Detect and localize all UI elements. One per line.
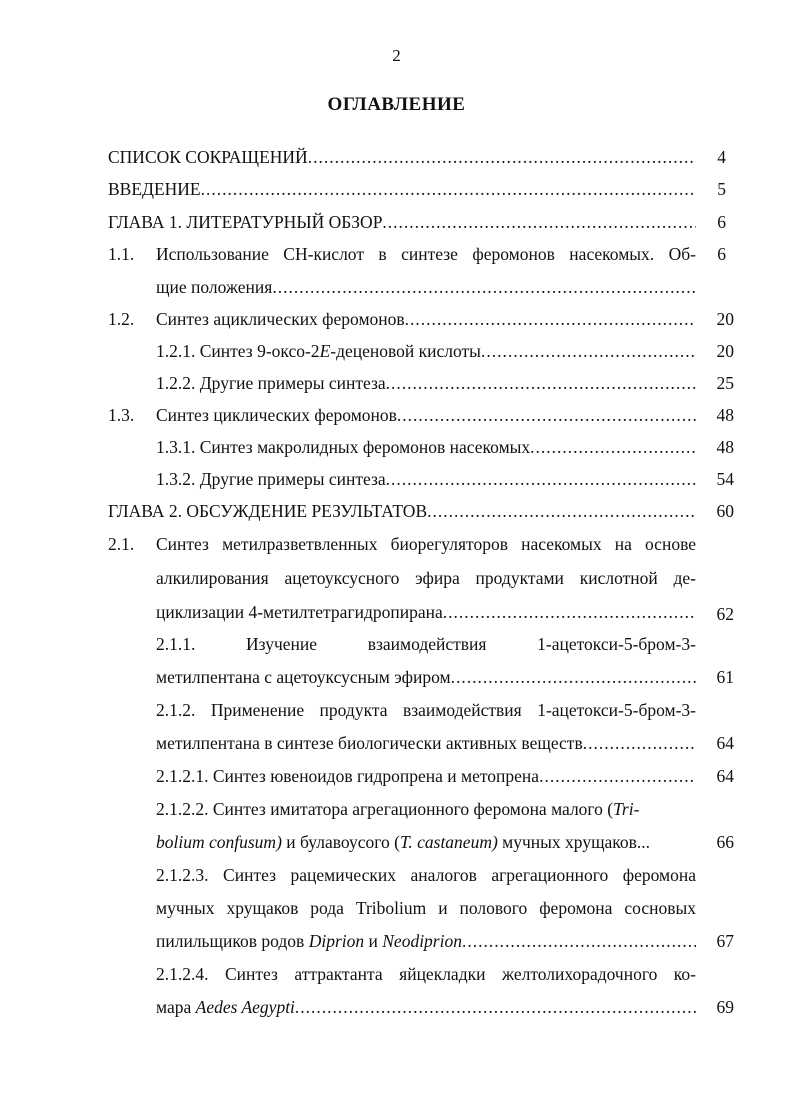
toc-entry-2-1-2-2-line2[interactable]: [156, 831, 696, 853]
entry-page: 20: [716, 309, 734, 329]
toc-entry-1-2-2[interactable]: [156, 372, 696, 394]
entry-text: Изучение: [246, 634, 318, 654]
entry-text: ВВЕДЕНИЕ: [108, 179, 201, 199]
entry-text: Синтез ациклических феромонов: [156, 309, 405, 329]
entry-page: 64: [716, 766, 734, 786]
leader-dots: [308, 146, 696, 168]
leader-dots: [427, 500, 696, 522]
entry-page: 66: [716, 832, 734, 852]
entry-page: 61: [716, 667, 734, 687]
entry-page: 48: [716, 437, 734, 457]
entry-page: 48: [716, 405, 734, 425]
leader-dots: [382, 211, 696, 233]
toc-entry-1-2[interactable]: [156, 308, 696, 330]
entry-text: 1.3.1. Синтез макролидных феромонов насекомых: [156, 437, 531, 457]
entry-text: 1.2.2. Другие примеры синтеза: [156, 373, 386, 393]
entry-text: 2.1.2.1. Синтез ювеноидов гидропрена и метопрена: [156, 766, 540, 786]
entry-text: 1-ацетокси-5-бром-3-: [537, 634, 696, 654]
entry-text: пилильщиков родов Diprion и Neodiprion: [156, 931, 462, 951]
entry-text: ГЛАВА 2. ОБСУЖДЕНИЕ РЕЗУЛЬТАТОВ: [108, 501, 428, 521]
entry-page: 62: [716, 604, 734, 624]
entry-text: 2.1.2.2. Синтез имитатора агрегационного феромона малого (: [156, 799, 614, 819]
entry-page: 5: [717, 179, 726, 199]
entry-page: 69: [716, 997, 734, 1017]
toc-entry-abbreviations[interactable]: [108, 146, 696, 168]
toc-entry-2-1-2-4-line2[interactable]: [156, 996, 696, 1018]
entry-text: метилпентана в синтезе биологически активных веществ: [156, 733, 583, 753]
entry-text: и булавоусого (: [281, 832, 400, 852]
toc-entry-2-1-2-line2[interactable]: [156, 732, 696, 754]
entry-text: Синтез циклических феромонов: [156, 405, 397, 425]
section-number: 2.1.: [108, 534, 135, 554]
leader-dots: [397, 404, 696, 426]
toc-entry-introduction[interactable]: [108, 178, 696, 200]
page-number: 2: [392, 46, 401, 65]
toc-entry-2-1-2-2-line1[interactable]: [156, 798, 696, 820]
leader-dots: [530, 436, 696, 458]
entry-text: 1.2.1. Синтез 9-оксо-2E-деценовой кислоты: [156, 341, 481, 361]
leader-dots: [386, 372, 696, 394]
leader-dots: [539, 765, 696, 787]
toc-entry-chapter-1[interactable]: [108, 211, 696, 233]
entry-page: 6: [717, 244, 726, 264]
entry-page: 6: [717, 212, 726, 232]
entry-text-italic: T. castaneum): [399, 832, 498, 852]
entry-page: 67: [716, 931, 734, 951]
toc-entry-2-1-1-line1[interactable]: [156, 633, 696, 655]
toc-entry-2-1-line3[interactable]: [156, 601, 696, 623]
toc-entry-2-1-2-3-line1[interactable]: 2.1.2.3. Синтез рацемических аналогов агрегационного феромона: [156, 865, 696, 885]
toc-entry-2-1-2-3-line2[interactable]: мучных хрущаков рода Tribolium и полового феромона сосновых: [156, 898, 696, 918]
toc-entry-1-2-1[interactable]: [156, 340, 696, 362]
toc-entry-1-3[interactable]: [156, 404, 696, 426]
entry-text: мучных хрущаков...: [497, 832, 651, 852]
toc-entry-2-1-2-4-line1[interactable]: 2.1.2.4. Синтез аттрактанта яйцекладки желтолихорадочного ко-: [156, 964, 696, 984]
entry-page: 54: [716, 469, 734, 489]
leader-dots: [451, 666, 696, 688]
entry-text: ГЛАВА 1. ЛИТЕРАТУРНЫЙ ОБЗОР: [108, 212, 383, 232]
leader-dots: [295, 996, 696, 1018]
entry-text: циклизации 4-метилтетрагидропирана: [156, 602, 443, 622]
toc-entry-2-1-line2[interactable]: алкилирования ацетоуксусного эфира продуктами кислотной де-: [156, 568, 696, 588]
entry-page: 20: [716, 341, 734, 361]
leader-dots: [405, 308, 696, 330]
toc-title: ОГЛАВЛЕНИЕ: [327, 94, 466, 115]
toc-entry-2-1-2-1[interactable]: [156, 765, 696, 787]
section-number: 1.3.: [108, 405, 135, 425]
entry-page: 25: [716, 373, 734, 393]
toc-entry-2-1-line1[interactable]: Синтез метилразветвленных биорегуляторов насекомых на основе: [156, 534, 696, 554]
entry-page: 60: [716, 501, 734, 521]
entry-text: взаимодействия: [367, 634, 487, 654]
entry-page: 4: [717, 147, 726, 167]
leader-dots: [443, 601, 696, 623]
toc-entry-1-1-line1[interactable]: Использование СН-кислот в синтезе феромонов насекомых. Об-: [156, 244, 696, 264]
toc-entry-chapter-2[interactable]: [108, 500, 696, 522]
entry-text: мара Aedes Aegypti: [156, 997, 295, 1017]
leader-dots: [201, 178, 696, 200]
entry-text-italic: bolium confusum): [156, 832, 282, 852]
entry-text: СПИСОК СОКРАЩЕНИЙ: [108, 147, 308, 167]
toc-entry-1-1-line2[interactable]: [156, 276, 696, 298]
leader-dots: [462, 930, 696, 952]
entry-text: 2.1.1.: [156, 634, 196, 654]
entry-text: 1.3.2. Другие примеры синтеза: [156, 469, 386, 489]
entry-text: метилпентана с ацетоуксусным эфиром: [156, 667, 451, 687]
leader-dots: [386, 468, 696, 490]
toc-entry-1-3-1[interactable]: [156, 436, 696, 458]
toc-entry-1-3-2[interactable]: [156, 468, 696, 490]
entry-text: щие положения: [156, 277, 273, 297]
section-number: 1.1.: [108, 244, 135, 264]
leader-dots: [583, 732, 696, 754]
section-number: 1.2.: [108, 309, 135, 329]
leader-dots: [272, 276, 696, 298]
leader-dots: [481, 340, 696, 362]
entry-page: 64: [716, 733, 734, 753]
toc-entry-2-1-2-line1[interactable]: 2.1.2. Применение продукта взаимодействия 1-ацетокси-5-бром-3-: [156, 700, 696, 720]
toc-entry-2-1-1-line2[interactable]: [156, 666, 696, 688]
entry-text-italic: Tri-: [613, 799, 640, 819]
toc-entry-2-1-2-3-line3[interactable]: [156, 930, 696, 952]
